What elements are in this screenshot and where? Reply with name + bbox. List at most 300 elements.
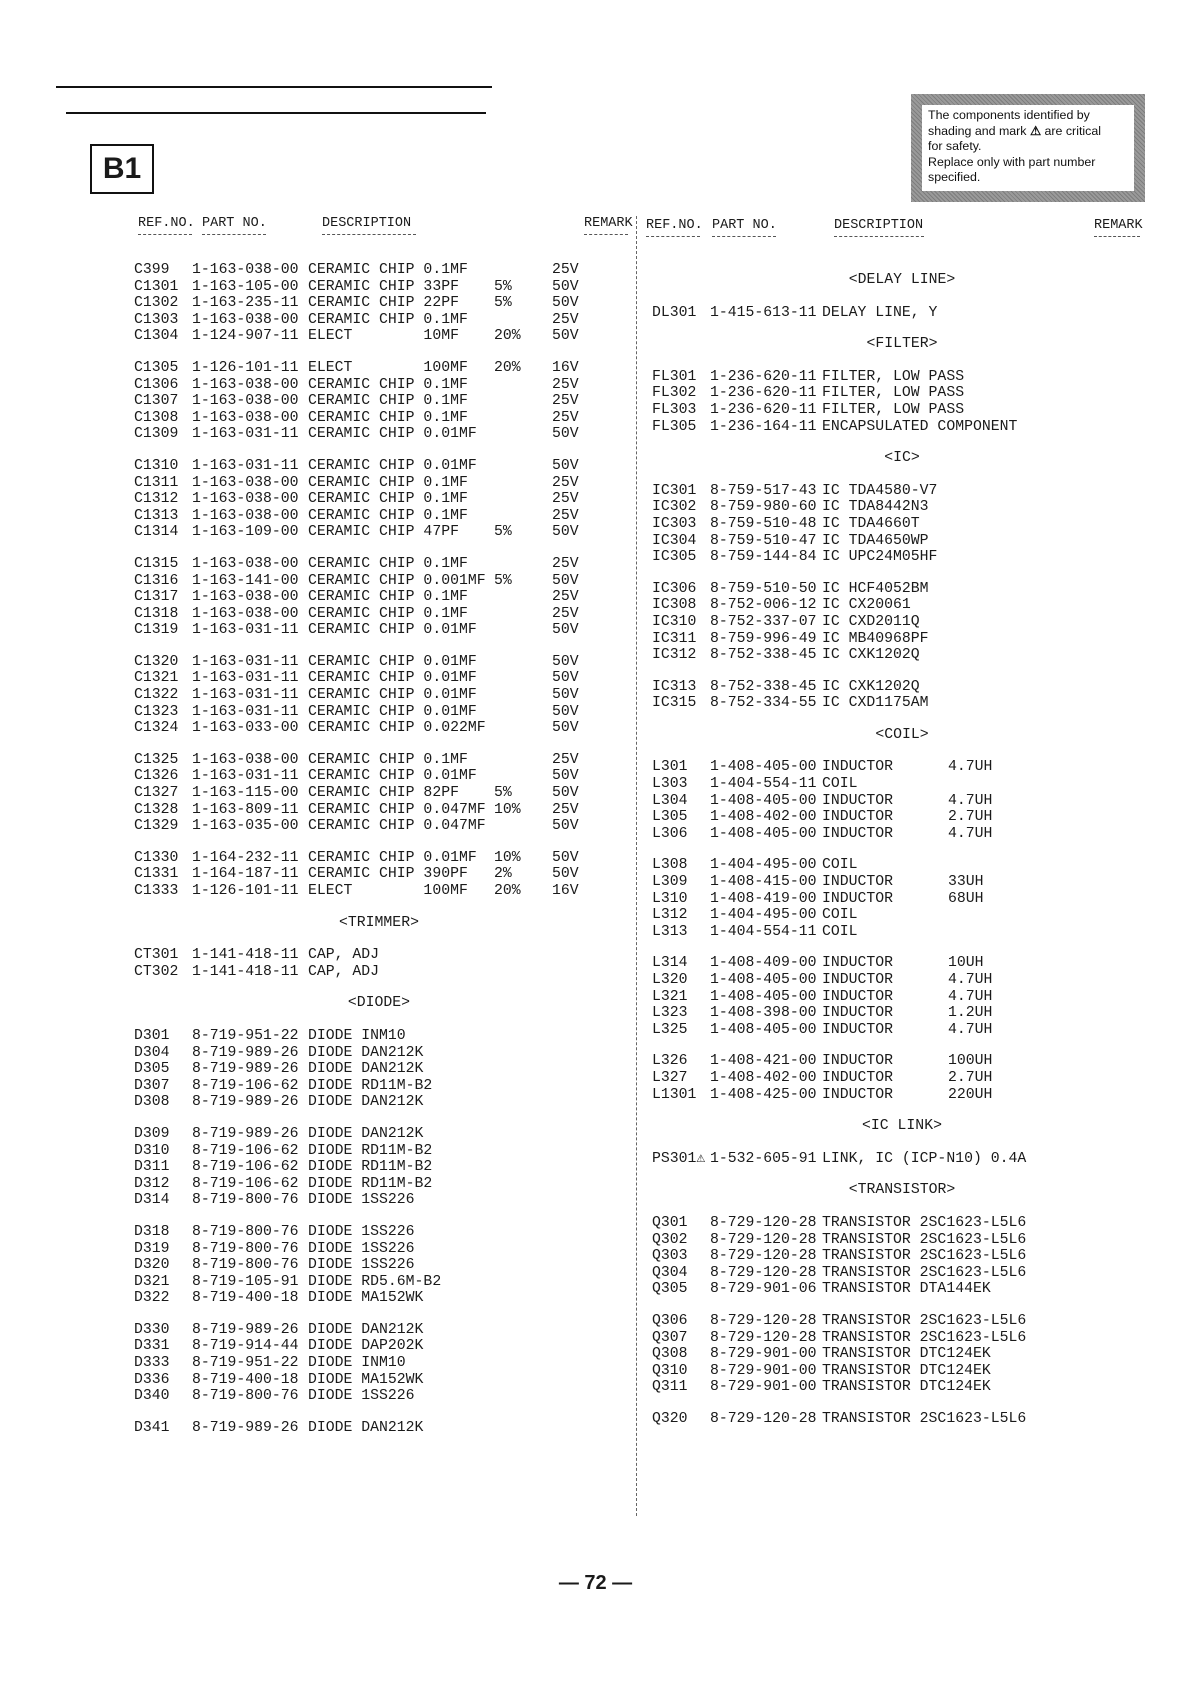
safety-note [911, 94, 1145, 202]
part-ref: C1311 [134, 474, 179, 491]
part-part: 8-719-989-26 [192, 1125, 299, 1142]
part-desc: INDUCTOR [822, 809, 894, 826]
part-part: 8-719-400-18 [192, 1371, 299, 1388]
part-part: 1-163-031-11 [192, 426, 299, 443]
part-desc: COIL [822, 923, 858, 940]
part-row [652, 907, 1152, 924]
part-part: 1-163-038-00 [192, 474, 299, 491]
part-ref: D336 [134, 1371, 170, 1388]
part-part: 1-163-031-11 [192, 687, 299, 704]
part-part: 1-126-101-11 [192, 883, 299, 899]
part-desc: CERAMIC CHIP 0.01MF [308, 703, 477, 720]
part-ref: FL302 [652, 385, 697, 402]
parts-group [652, 679, 1152, 712]
part-row [134, 458, 624, 475]
part-ref: IC315 [652, 695, 697, 712]
part-desc: INDUCTOR [822, 972, 894, 988]
part-desc: DIODE RD11M-B2 [308, 1142, 433, 1159]
part-row [134, 393, 624, 410]
part-ref: IC306 [652, 580, 697, 597]
part-desc: DIODE 1SS226 [308, 1223, 415, 1240]
part-rem: 16V [552, 883, 579, 899]
parts-group [652, 581, 1152, 664]
part-row [134, 573, 624, 590]
part-rem [552, 1372, 602, 1389]
part-tol [494, 508, 552, 525]
part-desc: CERAMIC CHIP 0.01MF [308, 687, 477, 704]
right-column-header [646, 218, 1146, 242]
part-ref: L1301 [652, 1086, 697, 1103]
part-part: 8-759-996-49 [710, 630, 817, 647]
warning-icon: ⚠ [1029, 123, 1042, 138]
part-ref: CT302 [134, 963, 179, 980]
parts-group [652, 759, 1152, 842]
part-val [948, 499, 1012, 516]
part-ref: L323 [652, 1005, 688, 1022]
part-rem [552, 1355, 602, 1372]
part-ref: Q304 [652, 1264, 688, 1281]
part-row [134, 704, 624, 721]
header-underline [584, 234, 628, 235]
part-tol [494, 475, 552, 492]
part-part: 8-752-006-12 [710, 597, 817, 614]
part-desc: TRANSISTOR 2SC1623-L5L6 [822, 1231, 1027, 1248]
part-part: 8-719-989-26 [192, 1061, 299, 1078]
part-ref: L327 [652, 1069, 688, 1086]
part-part: 8-719-400-18 [192, 1290, 299, 1307]
part-rem [552, 1290, 602, 1307]
part-part: 8-729-120-28 [710, 1329, 817, 1346]
part-row [134, 1192, 624, 1209]
part-row [134, 1257, 624, 1274]
part-row [652, 857, 1152, 874]
part-tol [494, 704, 552, 721]
part-ref: Q308 [652, 1346, 688, 1363]
part-tol [494, 1192, 552, 1209]
part-ref: PS301⚠ [652, 1150, 706, 1167]
part-row [134, 328, 624, 345]
part-row [652, 679, 1152, 696]
part-part: 1-163-038-00 [192, 589, 299, 606]
part-row [652, 989, 1152, 1006]
part-ref: Q302 [652, 1231, 688, 1248]
part-ref: D309 [134, 1125, 170, 1142]
part-desc: CERAMIC CHIP 0.001MF [308, 572, 486, 589]
part-desc: INDUCTOR [822, 1005, 894, 1022]
part-val [948, 857, 1012, 874]
header-remark: REMARK [584, 216, 633, 231]
part-row [134, 426, 624, 443]
part-desc: DIODE 1SS226 [308, 1257, 415, 1274]
part-row [134, 491, 624, 508]
parts-group [134, 850, 624, 900]
part-row [134, 866, 624, 883]
part-desc: CERAMIC CHIP 0.01MF [308, 849, 477, 866]
part-ref: L314 [652, 955, 688, 972]
part-part: 8-752-338-45 [710, 678, 817, 695]
part-val [948, 1248, 1012, 1265]
part-ref: D311 [134, 1159, 170, 1176]
part-desc: DIODE RD11M-B2 [308, 1175, 433, 1192]
part-row [652, 614, 1152, 631]
part-part: 1-163-038-00 [192, 605, 299, 622]
part-part: 8-719-914-44 [192, 1338, 299, 1355]
part-desc: DIODE RD5.6M-B2 [308, 1273, 442, 1290]
header-underline [202, 234, 266, 235]
part-rem [552, 1274, 602, 1291]
parts-group [652, 1151, 1152, 1168]
part-ref: C1309 [134, 426, 179, 443]
part-desc: INDUCTOR [822, 874, 894, 891]
part-part: 1-415-613-11 [710, 304, 817, 321]
part-part: 1-408-405-00 [710, 759, 817, 776]
part-row [134, 947, 624, 964]
part-ref: DL301 [652, 304, 697, 321]
part-rem [552, 1257, 602, 1274]
part-desc: CERAMIC CHIP 0.1MF [308, 409, 468, 426]
part-ref: D304 [134, 1044, 170, 1061]
part-desc: CERAMIC CHIP 390PF [308, 866, 468, 883]
part-desc: DIODE DAN212K [308, 1044, 424, 1061]
part-ref: FL305 [652, 418, 697, 435]
part-ref: Q305 [652, 1281, 688, 1298]
part-row [134, 295, 624, 312]
part-part: 1-163-031-11 [192, 703, 299, 720]
part-rem [552, 1045, 602, 1062]
part-part: 1-163-115-00 [192, 785, 299, 802]
part-desc: ELECT 10MF [308, 328, 459, 345]
part-ref: C1323 [134, 703, 179, 720]
part-rem [552, 1224, 602, 1241]
part-ref: L301 [652, 759, 688, 776]
part-val [948, 1330, 1012, 1347]
part-val [948, 581, 1012, 598]
part-ref: FL301 [652, 368, 697, 385]
part-rem: 50V [552, 670, 579, 687]
part-ref: Q307 [652, 1329, 688, 1346]
part-part: 1-408-405-00 [710, 792, 817, 809]
part-ref: L308 [652, 857, 688, 874]
part-ref: L305 [652, 809, 688, 826]
parts-group [134, 752, 624, 835]
part-part: 1-163-038-00 [192, 393, 299, 410]
part-desc: IC CXD1175AM [822, 695, 929, 712]
part-tol [494, 622, 552, 639]
part-desc: IC CXK1202Q [822, 647, 920, 664]
part-desc: LINK, IC (ICP-N10) 0.4A [822, 1150, 1027, 1167]
part-rem: 50V [552, 622, 579, 639]
left-column-header [138, 216, 633, 240]
part-desc: CERAMIC CHIP 0.1MF [308, 474, 468, 491]
part-row [134, 1094, 624, 1111]
part-row [134, 654, 624, 671]
part-ref: Q303 [652, 1248, 688, 1265]
part-desc: IC UPC24M05HF [822, 549, 938, 566]
part-desc: CERAMIC CHIP 0.047MF [308, 818, 486, 835]
part-desc: CAP, ADJ [308, 947, 380, 964]
part-ref: C1322 [134, 687, 179, 704]
part-val [948, 1232, 1012, 1249]
part-part: 1-408-405-00 [710, 825, 817, 842]
part-ref: D305 [134, 1061, 170, 1078]
part-ref: L303 [652, 776, 688, 793]
part-part: 1-163-031-11 [192, 670, 299, 687]
part-desc: FILTER, LOW PASS [822, 385, 965, 402]
part-val [948, 516, 1012, 533]
parts-group [652, 1411, 1152, 1428]
part-row [652, 1215, 1152, 1232]
part-ref: C1330 [134, 849, 179, 866]
part-desc: COIL [822, 907, 858, 924]
part-row [134, 1028, 624, 1045]
part-val: 220UH [948, 1086, 993, 1103]
part-rem: 50V [552, 687, 579, 704]
part-part: 8-759-980-60 [710, 499, 817, 516]
part-part: 8-719-800-76 [192, 1388, 299, 1405]
safety-line-2a: shading and mark [928, 123, 1027, 138]
part-part: 1-236-620-11 [710, 368, 817, 385]
part-desc: INDUCTOR [822, 890, 894, 907]
part-val: 1.2UH [948, 1005, 993, 1022]
part-row [134, 1126, 624, 1143]
part-ref: C1333 [134, 883, 179, 899]
part-desc: CERAMIC CHIP 0.01MF [308, 426, 477, 443]
parts-group [652, 1215, 1152, 1298]
part-rem [552, 1192, 602, 1209]
part-ref: C1314 [134, 524, 179, 541]
part-ref: D301 [134, 1027, 170, 1044]
part-part: 8-759-510-48 [710, 515, 817, 532]
part-val [948, 614, 1012, 631]
section-heading: <TRIMMER> [339, 914, 419, 931]
part-part: 8-752-334-55 [710, 695, 817, 712]
part-ref: C1307 [134, 393, 179, 410]
part-desc: CERAMIC CHIP 47PF [308, 524, 459, 541]
part-part: 1-408-415-00 [710, 874, 817, 891]
part-desc: DIODE DAN212K [308, 1321, 424, 1338]
right-parts-list [652, 262, 1152, 1442]
part-rem [552, 1078, 602, 1095]
part-ref: D331 [134, 1338, 170, 1355]
part-ref: D312 [134, 1175, 170, 1192]
part-row [134, 1372, 624, 1389]
part-part: 1-236-164-11 [710, 418, 817, 435]
part-part: 1-404-495-00 [710, 907, 817, 924]
section-heading: <DIODE> [347, 995, 411, 1012]
part-part: 1-164-187-11 [192, 866, 299, 883]
part-row [652, 419, 1152, 436]
part-tol [494, 1322, 552, 1339]
part-part: 8-719-989-26 [192, 1321, 299, 1338]
safety-line-2 [928, 124, 1128, 140]
part-row [134, 802, 624, 819]
part-val [948, 402, 1012, 419]
part-part: 1-163-031-11 [192, 653, 299, 670]
part-rem: 25V [552, 605, 579, 622]
part-part: 8-719-105-91 [192, 1273, 299, 1290]
part-row [652, 402, 1152, 419]
part-row [134, 1290, 624, 1307]
parts-group [652, 369, 1152, 435]
part-part: 1-163-809-11 [192, 801, 299, 818]
part-desc: CERAMIC CHIP 0.01MF [308, 670, 477, 687]
part-tol [494, 1274, 552, 1291]
parts-group [652, 483, 1152, 566]
part-tol: 5% [494, 572, 512, 589]
part-rem [552, 1420, 602, 1437]
part-tol [494, 947, 552, 964]
part-val [948, 679, 1012, 696]
part-part: 1-163-038-00 [192, 311, 299, 328]
part-row [134, 785, 624, 802]
part-part: 1-408-402-00 [710, 809, 817, 826]
part-rem: 25V [552, 801, 579, 818]
part-row [134, 1159, 624, 1176]
part-val: 68UH [948, 890, 984, 907]
part-rem [552, 1159, 602, 1176]
part-row [134, 1045, 624, 1062]
part-part: 1-163-038-00 [192, 491, 299, 508]
part-tol: 10% [494, 801, 521, 818]
part-row [652, 1265, 1152, 1282]
part-ref: L325 [652, 1021, 688, 1038]
part-part: 1-408-419-00 [710, 890, 817, 907]
part-row [652, 483, 1152, 500]
part-part: 1-236-620-11 [710, 385, 817, 402]
part-desc: IC CXD2011Q [822, 613, 920, 630]
part-ref: Q320 [652, 1410, 688, 1427]
part-row [134, 752, 624, 769]
part-row [652, 759, 1152, 776]
part-ref: L313 [652, 923, 688, 940]
part-row [652, 516, 1152, 533]
part-ref: C1306 [134, 376, 179, 393]
part-rem: 25V [552, 262, 579, 278]
header-underline [322, 234, 416, 235]
part-desc: CERAMIC CHIP 0.1MF [308, 491, 468, 508]
part-ref: C1327 [134, 785, 179, 802]
part-rem [552, 1126, 602, 1143]
part-part: 8-729-120-28 [710, 1264, 817, 1281]
part-rem: 50V [552, 524, 579, 541]
part-val: 4.7UH [948, 972, 993, 988]
part-row [652, 924, 1152, 941]
part-val: 4.7UH [948, 988, 993, 1005]
parts-group [134, 1028, 624, 1111]
part-val [948, 924, 1012, 941]
part-part: 1-408-425-00 [710, 1086, 817, 1103]
part-desc: IC CXK1202Q [822, 678, 920, 695]
part-row [134, 687, 624, 704]
part-row [652, 1313, 1152, 1330]
safety-line-4: Replace only with part number [928, 154, 1096, 169]
part-desc: CERAMIC CHIP 0.1MF [308, 605, 468, 622]
part-row [652, 891, 1152, 908]
part-desc: INDUCTOR [822, 825, 894, 842]
header-underline [834, 236, 924, 237]
part-row [134, 1143, 624, 1160]
part-row [134, 262, 624, 279]
part-row [652, 1022, 1152, 1039]
part-tol [494, 1045, 552, 1062]
part-row [134, 524, 624, 541]
part-desc: CERAMIC CHIP 0.01MF [308, 653, 477, 670]
part-part: 1-164-232-11 [192, 849, 299, 866]
header-part: PART NO. [712, 218, 777, 233]
part-desc: DIODE 1SS226 [308, 1388, 415, 1405]
part-rem: 50V [552, 866, 579, 883]
part-val [948, 1265, 1012, 1282]
part-part: 1-163-141-00 [192, 572, 299, 589]
header-underline [646, 236, 700, 237]
part-rem: 25V [552, 311, 579, 328]
part-desc: CERAMIC CHIP 0.1MF [308, 589, 468, 606]
part-val [948, 1281, 1012, 1298]
part-desc: TRANSISTOR 2SC1623-L5L6 [822, 1248, 1027, 1265]
part-part: 8-729-120-28 [710, 1231, 817, 1248]
part-row [134, 279, 624, 296]
part-ref: C1328 [134, 801, 179, 818]
part-rem [552, 964, 602, 981]
part-part: 8-729-901-00 [710, 1379, 817, 1396]
part-part: 1-163-038-00 [192, 751, 299, 768]
part-desc: FILTER, LOW PASS [822, 401, 965, 418]
part-rem: 25V [552, 376, 579, 393]
part-ref: IC302 [652, 499, 697, 516]
section-heading: <COIL> [875, 726, 929, 743]
part-row [652, 305, 1152, 322]
part-ref: CT301 [134, 947, 179, 964]
part-val [948, 597, 1012, 614]
part-part: 1-404-554-11 [710, 776, 817, 793]
part-ref: IC308 [652, 597, 697, 614]
part-val [948, 549, 1012, 566]
part-ref: C1308 [134, 409, 179, 426]
part-rem: 50V [552, 768, 579, 785]
part-rem [552, 1028, 602, 1045]
part-tol [494, 687, 552, 704]
part-val [948, 1379, 1012, 1396]
part-tol [494, 752, 552, 769]
part-part: 1-408-405-00 [710, 988, 817, 1005]
part-ref: C1324 [134, 720, 179, 737]
part-desc: ELECT 100MF [308, 359, 468, 376]
part-desc: ELECT 100MF [308, 883, 468, 899]
part-rem [552, 1176, 602, 1193]
part-ref: C1303 [134, 311, 179, 328]
section-heading: <FILTER> [866, 336, 938, 353]
part-part: 8-719-800-76 [192, 1223, 299, 1240]
part-tol [494, 720, 552, 737]
part-row [134, 1338, 624, 1355]
part-desc: IC TDA4580-V7 [822, 482, 938, 499]
part-desc: DIODE RD11M-B2 [308, 1159, 433, 1176]
parts-group [652, 1313, 1152, 1396]
part-row [134, 360, 624, 377]
part-rem: 25V [552, 507, 579, 524]
part-desc: DIODE MA152WK [308, 1290, 424, 1307]
part-val: 4.7UH [948, 759, 993, 776]
page-number: — 72 — [558, 1572, 633, 1594]
part-tol [494, 426, 552, 443]
part-ref: L326 [652, 1053, 688, 1070]
part-desc: CERAMIC CHIP 0.022MF [308, 720, 486, 737]
part-tol [494, 1094, 552, 1111]
part-rem [552, 1388, 602, 1405]
part-tol [494, 589, 552, 606]
part-part: 1-408-402-00 [710, 1069, 817, 1086]
part-tol [494, 1338, 552, 1355]
